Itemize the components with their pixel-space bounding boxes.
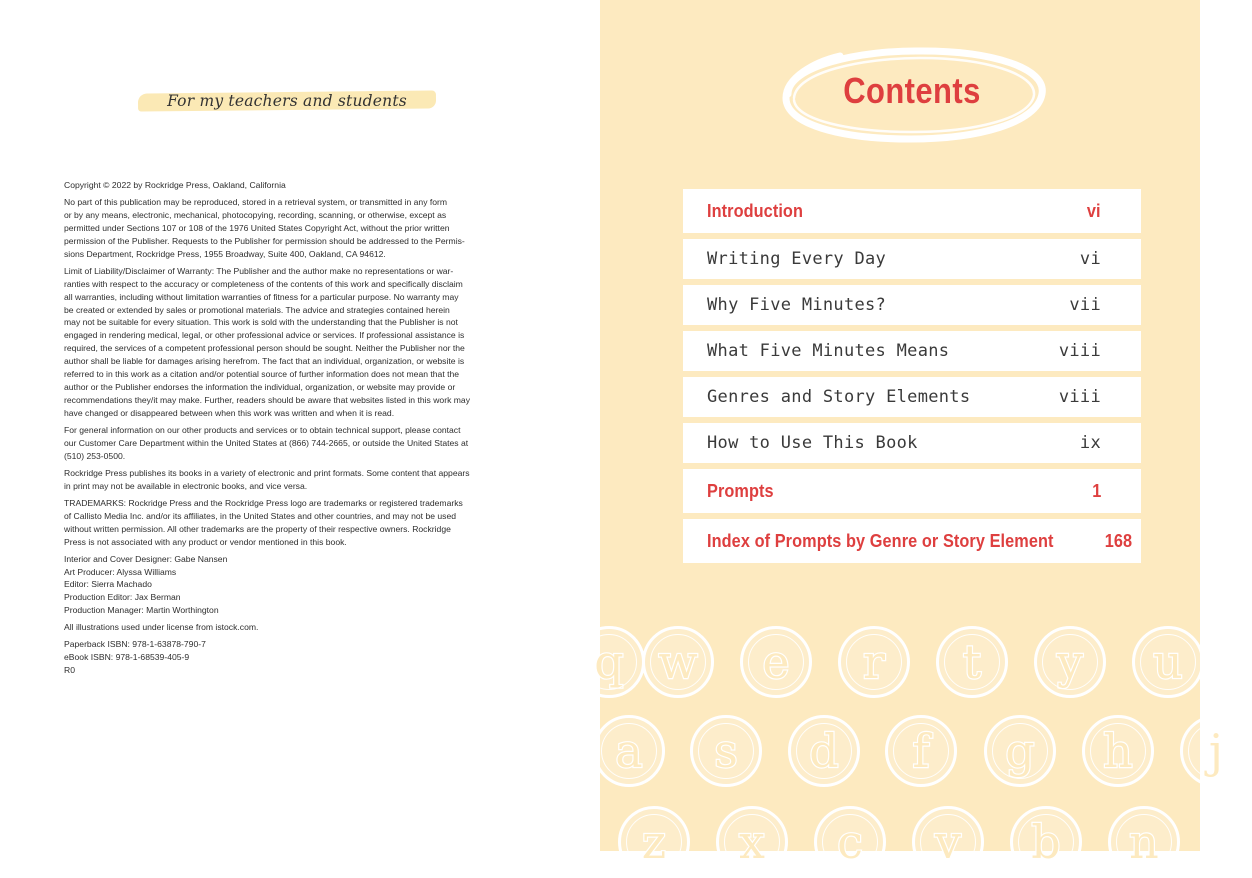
typewriter-key-letter: c xyxy=(837,815,863,869)
typewriter-key xyxy=(1108,806,1180,878)
typewriter-key-letter: f xyxy=(912,724,930,778)
copyright-line: referred to in this work as a citation and/or potential source of further information does not mean that the xyxy=(64,369,460,380)
dedication xyxy=(138,88,436,114)
toc-entry[interactable] xyxy=(683,239,1141,279)
typewriter-key-letter: n xyxy=(1129,815,1159,869)
copyright-block xyxy=(64,179,512,681)
toc-entry-title: What Five Minutes Means xyxy=(707,341,950,361)
copyright-line: all warranties, including without limitation warranties of fitness for a particular purpose. No warranty may xyxy=(64,291,459,302)
typewriter-key xyxy=(936,626,1008,698)
typewriter-key xyxy=(690,715,762,787)
table-of-contents xyxy=(683,189,1141,563)
copyright-paragraph xyxy=(64,553,512,618)
typewriter-key xyxy=(814,806,886,878)
copyright-line: engaged in rendering medical, legal, or other professional advice or services. If professional assistance is xyxy=(64,330,465,341)
toc-entry-title: Why Five Minutes? xyxy=(707,295,887,315)
typewriter-key-letter: u xyxy=(1153,635,1183,689)
copyright-line: No part of this publication may be reproduced, stored in a retrieval system, or transmitted in any form xyxy=(64,197,448,208)
copyright-line: Paperback ISBN: 978-1-63878-790-7 xyxy=(64,639,206,650)
copyright-line: Production Manager: Martin Worthington xyxy=(64,605,219,616)
toc-entry-title: Prompts xyxy=(707,480,774,501)
copyright-line: For general information on our other products and services or to obtain technical support, please contact xyxy=(64,424,461,435)
typewriter-key xyxy=(593,715,665,787)
copyright-paragraph xyxy=(64,424,512,463)
toc-entry-page-number: vii xyxy=(1069,295,1101,315)
copyright-line: eBook ISBN: 978-1-68539-405-9 xyxy=(64,652,190,663)
contents-title: Contents xyxy=(843,70,981,111)
typewriter-key xyxy=(912,806,984,878)
typewriter-key-letter: b xyxy=(1031,815,1061,869)
toc-entry-page-number: vi xyxy=(1079,249,1101,269)
copyright-line: without written permission. All other trademarks are the property of their respective owners. Rockridge xyxy=(64,523,451,534)
copyright-header: Copyright © 2022 by Rockridge Press, Oakland, California xyxy=(64,180,286,190)
typewriter-key xyxy=(885,715,957,787)
copyright-line: have changed or disappeared between when this work was written and when it is read. xyxy=(64,407,395,418)
copyright-paragraph xyxy=(64,467,512,493)
copyright-line: sions Department, Rockridge Press, 1955 Broadway, Suite 400, Oakland, CA 94612. xyxy=(64,248,386,259)
copyright-line: Limit of Liability/Disclaimer of Warranty: The Publisher and the author make no representations or war- xyxy=(64,265,454,276)
copyright-line: Interior and Cover Designer: Gabe Nansen xyxy=(64,553,228,564)
toc-entry-page-number: 1 xyxy=(1091,480,1101,501)
typewriter-key-letter: d xyxy=(809,724,839,778)
toc-entry-title: Index of Prompts by Genre or Story Element xyxy=(707,530,1054,551)
copyright-line: Editor: Sierra Machado xyxy=(64,579,152,590)
typewriter-key-letter: w xyxy=(658,635,698,689)
typewriter-key-letter: h xyxy=(1103,724,1133,778)
copyright-line: or by any means, electronic, mechanical, photocopying, recording, scanning, or otherwise, except as xyxy=(64,210,447,220)
typewriter-key xyxy=(1132,626,1204,698)
toc-entry-title: Introduction xyxy=(707,200,804,221)
typewriter-key xyxy=(1010,806,1082,878)
toc-entry[interactable] xyxy=(683,189,1141,233)
copyright-line: (510) 253-0500. xyxy=(64,450,126,461)
typewriter-key-letter: g xyxy=(1005,724,1035,778)
copyright-line: recommendations they/it may make. Further, readers should be aware that websites listed in this work may xyxy=(64,394,470,405)
typewriter-key-letter: e xyxy=(762,635,790,689)
toc-entry[interactable] xyxy=(683,285,1141,325)
copyright-line: may not be suitable for every situation. This work is sold with the understanding that the Publisher is not xyxy=(64,317,458,328)
toc-entry-title: Writing Every Day xyxy=(707,249,887,269)
toc-entry-title: Genres and Story Elements xyxy=(707,387,971,407)
typewriter-key xyxy=(1082,715,1154,787)
typewriter-key-letter: a xyxy=(615,724,643,778)
copyright-paragraph xyxy=(64,497,512,549)
copyright-line: permission of the Publisher. Requests to the Publisher for permission should be addressed to the Permis- xyxy=(64,235,465,246)
typewriter-key xyxy=(984,715,1056,787)
typewriter-key-letter: q xyxy=(594,635,624,689)
copyright-line: R0 xyxy=(64,665,75,676)
copyright-line: Art Producer: Alyssa Williams xyxy=(64,566,177,577)
toc-entry[interactable] xyxy=(683,519,1141,563)
copyright-line: author shall be liable for damages arising herefrom. The fact that an individual, organization, or website is xyxy=(64,356,465,367)
copyright-line: TRADEMARKS: Rockridge Press and the Rockridge Press logo are trademarks or registered trademarks xyxy=(64,497,463,508)
copyright-line: author or the Publisher endorses the information the individual, organization, or website may provide or xyxy=(64,381,456,392)
typewriter-key xyxy=(788,715,860,787)
toc-entry[interactable] xyxy=(683,377,1141,417)
typewriter-key-letter: v xyxy=(935,815,961,869)
typewriter-key xyxy=(1180,715,1252,787)
typewriter-key-letter: j xyxy=(1208,724,1224,778)
toc-entry-page-number: viii xyxy=(1058,341,1101,361)
copyright-line: Rockridge Press publishes its books in a variety of electronic and print formats. Some content that appears xyxy=(64,467,470,478)
toc-entry[interactable] xyxy=(683,469,1141,513)
toc-entry[interactable] xyxy=(683,331,1141,371)
typewriter-key-letter: t xyxy=(962,635,982,689)
toc-entry-page-number: ix xyxy=(1079,433,1101,453)
typewriter-key-letter: x xyxy=(739,815,765,869)
typewriter-key-letter: y xyxy=(1057,635,1083,689)
typewriter-key xyxy=(838,626,910,698)
copyright-paragraph xyxy=(64,638,512,677)
copyright-line: Press is not associated with any product or vendor mentioned in this book. xyxy=(64,536,347,547)
typewriter-key xyxy=(642,626,714,698)
typewriter-key-letter: s xyxy=(714,724,738,778)
copyright-paragraph xyxy=(64,265,512,420)
copyright-paragraph xyxy=(64,196,512,261)
copyright-line: in print may not be available in electronic books, and vice versa. xyxy=(64,480,308,491)
typewriter-key-letter: r xyxy=(863,635,885,689)
toc-entry-page-number: viii xyxy=(1058,387,1101,407)
copyright-line: All illustrations used under license from istock.com. xyxy=(64,622,259,633)
typewriter-key xyxy=(618,806,690,878)
dedication-text: For my teachers and students xyxy=(167,92,407,110)
copyright-line: permitted under Sections 107 or 108 of the 1976 United States Copyright Act, without the prior written xyxy=(64,222,450,233)
copyright-line: Production Editor: Jax Berman xyxy=(64,592,181,603)
typewriter-key xyxy=(740,626,812,698)
copyright-line: ranties with respect to the accuracy or completeness of the contents of this work and specifically disclaim xyxy=(64,278,463,289)
toc-entry-title: How to Use This Book xyxy=(707,433,918,453)
copyright-paragraph xyxy=(64,621,512,634)
copyright-line: be created or extended by sales or promotional materials. The advice and strategies contained herein xyxy=(64,304,450,315)
toc-entry-page-number: vi xyxy=(1087,200,1101,221)
typewriter-key xyxy=(716,806,788,878)
contents-page xyxy=(594,0,1224,869)
copyright-line: required, the services of a competent professional person should be sought. Neither the Publisher nor the xyxy=(64,343,465,354)
copyright-line: of Callisto Media Inc. and/or its affiliates, in the United States and other countries, and may not be used xyxy=(64,510,457,521)
copyright-page xyxy=(0,0,600,851)
toc-entry-page-number: 168 xyxy=(1104,530,1132,551)
toc-entry[interactable] xyxy=(683,423,1141,463)
typewriter-key xyxy=(1034,626,1106,698)
copyright-line: our Customer Care Department within the United States at (866) 744-2665, or outside the United States at xyxy=(64,437,469,448)
typewriter-key-letter: z xyxy=(641,815,667,869)
